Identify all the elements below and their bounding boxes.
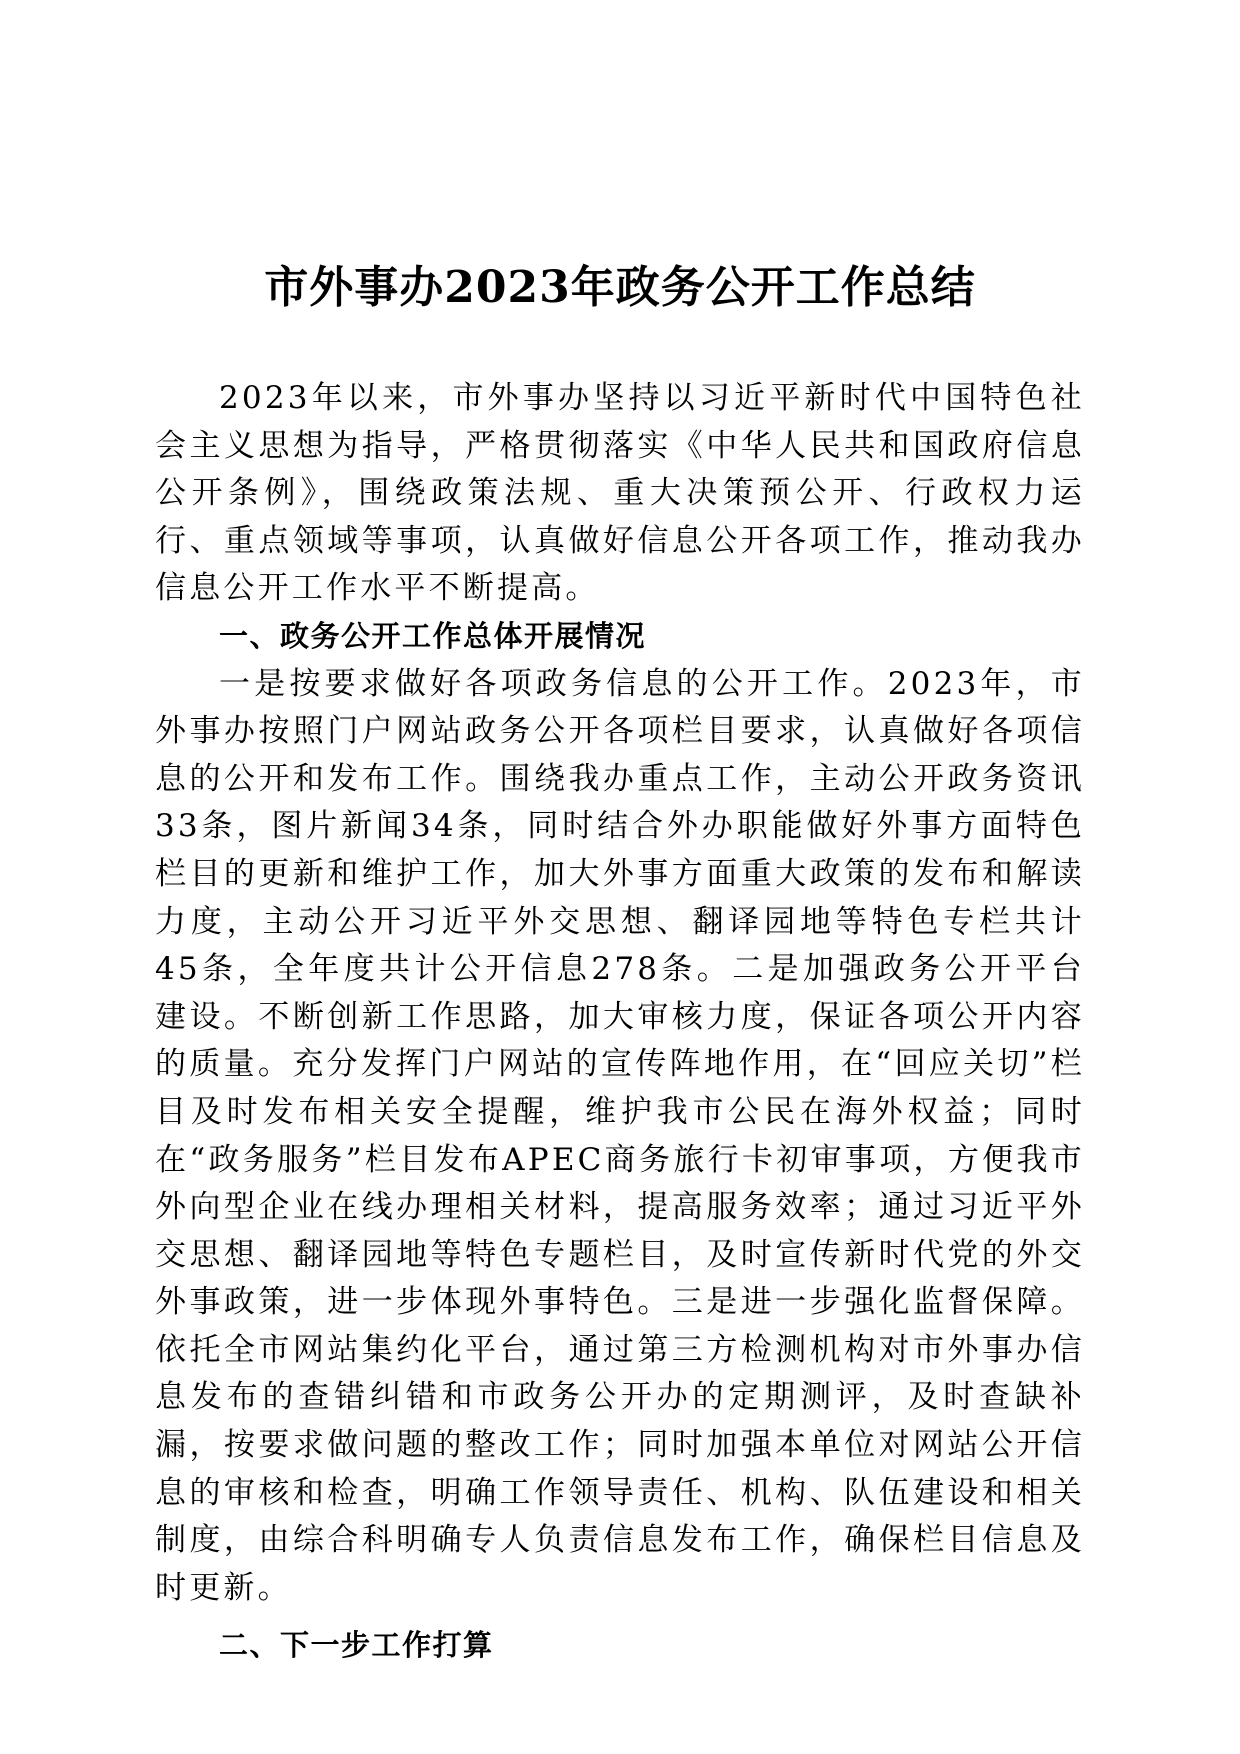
section-2-heading: 二、下一步工作打算: [219, 1628, 494, 1663]
document-title: 市外事办2023年政务公开工作总结: [264, 262, 976, 313]
section-1-heading: 一、政务公开工作总体开展情况: [219, 618, 647, 653]
section-1-paragraph: 一是按要求做好各项政务信息的公开工作。2023年，市外事办按照门户网站政务公开各项栏目要求，认真做好各项信息的公开和发布工作。围绕我办重点工作，主动公开政务资讯33条，图片新闻34条，同时结合外办职能做好外事方面特色栏目的更新和维护工作，加大外事方面重大政策的发布和解读力度，主动公开习近平外交思想、翻译园地等特色专栏共计45条，全年度共计公开信息278条。二是加强政务公开平台建设。不断创新工作思路，加大审核力度，保证各项公开内容的质量。充分发挥门户网站的宣传阵地作用，在“回应关切”栏目及时发布相关安全提醒，维护我市公民在海外权益；同时在“政务服务”栏目发布APEC商务旅行卡初审事项，方便我市外向型企业在线办理相关材料，提高服务效率；通过习近平外交思想、翻译园地等特色专题栏目，及时宣传新时代党的外交外事政策，进一步体现外事特色。三是进一步强化监督保障。依托全市网站集约化平台，通过第三方检测机构对市外事办信息发布的查错纠错和市政务公开办的定期测评，及时查缺补漏，按要求做问题的整改工作；同时加强本单位对网站公开信息的审核和检查，明确工作领导责任、机构、队伍建设和相关制度，由综合科明确专人负责信息发布工作，确保栏目信息及时更新。: [155, 665, 1085, 1606]
document-body: [155, 375, 1085, 1670]
intro-paragraph: 2023年以来，市外事办坚持以习近平新时代中国特色社会主义思想为指导，严格贯彻落实《中华人民共和国政府信息公开条例》，围绕政策法规、重大决策预公开、行政权力运行、重点领域等事项，认真做好信息公开各项工作，推动我办信息公开工作水平不断提高。: [155, 380, 1085, 607]
